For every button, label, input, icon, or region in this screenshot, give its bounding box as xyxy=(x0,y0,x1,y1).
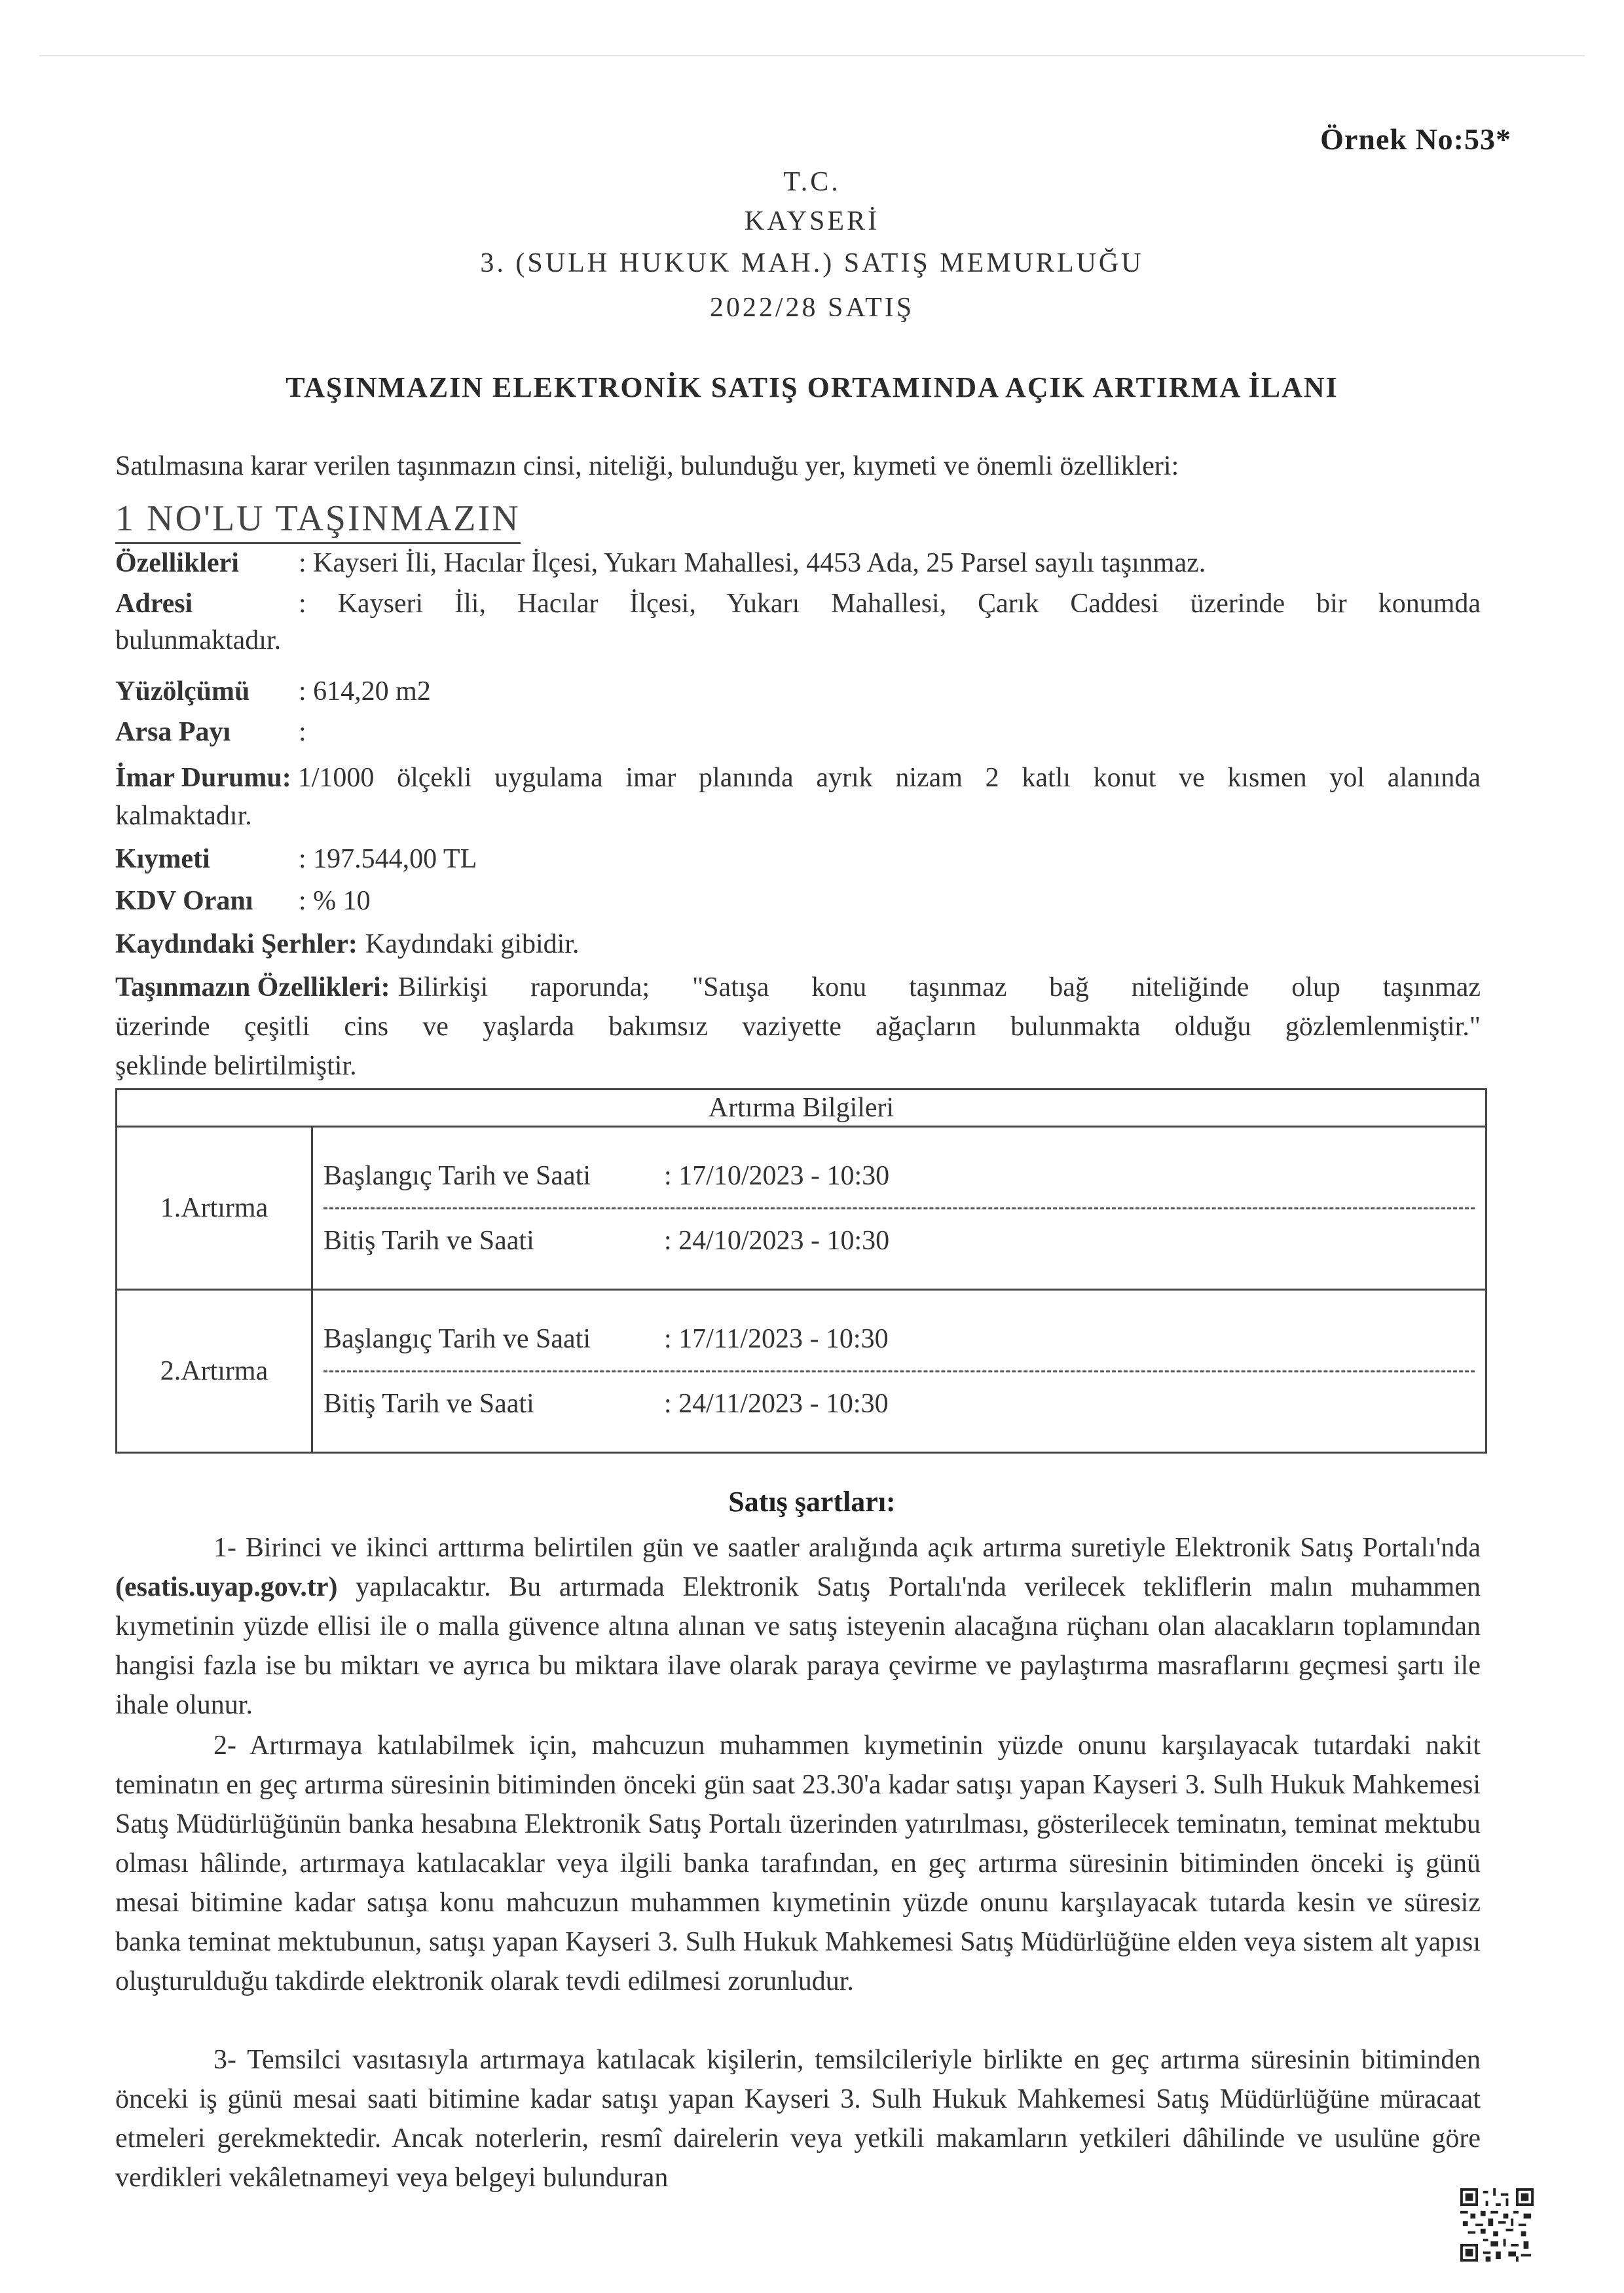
details-label: Taşınmazın Özellikleri: xyxy=(115,972,390,1002)
zoning-label: İmar Durumu: xyxy=(115,763,291,793)
area-value: : 614,20 m2 xyxy=(299,676,431,706)
auction-2-label: 2.Artırma xyxy=(117,1290,312,1453)
auction-1-start-key: Başlangıç Tarih ve Saati xyxy=(323,1160,591,1191)
value-label: Kıymeti xyxy=(115,844,210,874)
auction-2-end-key: Bitiş Tarih ve Saati xyxy=(323,1388,534,1419)
auction-table xyxy=(115,1088,1487,1454)
auction-1-label: 1.Artırma xyxy=(117,1127,312,1290)
address-value: : Kayseri İli, Hacılar İlçesi, Yukarı Mahallesi, Çarık Caddesi üzerinde bir konumda xyxy=(299,589,1481,619)
condition-1-text-start: 1- Birinci ve ikinci arttırma belirtilen gün ve saatler aralığında açık artırma suretiyle Elektronik Satış Portalı'nda xyxy=(213,1533,1481,1563)
condition-3-text: 3- Temsilci vasıtasıyla artırmaya katılacak kişilerin, temsilcileriyle birlikte en geç artırma süresinin bitiminden önceki iş günü mesai saati bitimine kadar satışı yapan Kayseri 3. Sulh Hukuk Mahkemesi Satış Müdürlüğüne müracaat etmeleri gerekmektedir. Ancak noterlerin, resmî dairelerin veya yetkili makamların yetkileri dâhilinde ve usulüne göre verdikleri vekâletnameyi veya belgeyi bulunduran xyxy=(115,2045,1481,2193)
share-value: : xyxy=(299,717,306,747)
auction-2-start-key: Başlangıç Tarih ve Saati xyxy=(323,1323,591,1354)
header-file-no: 2022/28 SATIŞ xyxy=(709,293,915,323)
auction-row-1 xyxy=(117,1127,1486,1290)
vat-row xyxy=(115,881,1481,921)
share-label: Arsa Payı xyxy=(115,717,231,747)
auction-1-dashed-divider xyxy=(323,1207,1475,1209)
document-title: TAŞINMAZIN ELEKTRONİK SATIŞ ORTAMINDA AÇIK ARTIRMA İLANI xyxy=(286,371,1338,403)
header-tc: T.C. xyxy=(783,167,841,197)
condition-paragraph-2 xyxy=(115,1726,1481,2001)
condition-paragraph-3 xyxy=(115,2040,1481,2197)
condition-2-text: 2- Artırmaya katılabilmek için, mahcuzun muhammen kıymetinin yüzde onunu karşılayacak tutardaki nakit teminatın en geç artırma süresinin bitiminden önceki gün saat 23.30'a kadar satışı yapan Kayseri 3. Sulh Hukuk Mahkemesi Satış Müdürlüğünün banka hesabına Elektronik Satış Portalı üzerinden yatırılması, gösterilecek teminatın, teminat mektubu olması hâlinde, artırmaya katılacaklar veya ilgili banka tarafından, en geç artırma süresinin bitiminden önceki iş günü mesai bitimine kadar satışa konu mahcuzun muhammen kıymetinin yüzde onunu karşılayacak tutarda kesin ve süresiz banka teminat mektubunun, satışı yapan Kayseri 3. Sulh Hukuk Mahkemesi Satış Müdürlüğüne elden veya sistem alt yapısı oluşturulduğu takdirde elektronik olarak tevdi edilmesi zorunludur. xyxy=(115,1731,1481,1996)
auction-2-end xyxy=(323,1376,1475,1431)
address-label: Adresi xyxy=(115,589,193,619)
auction-1-details xyxy=(312,1127,1486,1290)
esatis-link[interactable]: (esatis.uyap.gov.tr) xyxy=(115,1572,338,1602)
address-continuation: bulunmaktadır. xyxy=(115,625,282,655)
intro-text: Satılmasına karar verilen taşınmazın cinsi, niteliği, bulunduğu yer, kıymeti ve önemli özellikleri: xyxy=(115,451,1179,481)
annotations-label: Kaydındaki Şerhler: xyxy=(115,929,358,959)
details-line-2: üzerinde çeşitli cins ve yaşlarda bakımsız vaziyette ağaçların bulunmakta olduğu gözlemlenmiştir." xyxy=(115,1012,1481,1042)
features-row xyxy=(115,543,1481,583)
features-value: : Kayseri İli, Hacılar İlçesi, Yukarı Mahallesi, 4453 Ada, 25 Parsel sayılı taşınmaz. xyxy=(299,548,1206,578)
auction-2-dashed-divider xyxy=(323,1370,1475,1372)
auction-2-end-value: : 24/11/2023 - 10:30 xyxy=(664,1388,889,1419)
property-heading xyxy=(115,498,521,544)
details-line-3: şeklinde belirtilmiştir. xyxy=(115,1051,357,1081)
property-heading-text: 1 NO'LU TAŞINMAZIN xyxy=(115,498,521,539)
auction-1-start-value: : 17/10/2023 - 10:30 xyxy=(664,1160,890,1191)
conditions-title: Satış şartları: xyxy=(728,1486,896,1518)
area-label: Yüzölçümü xyxy=(115,676,250,706)
vat-value: : % 10 xyxy=(299,886,371,916)
share-row xyxy=(115,712,1481,752)
area-row xyxy=(115,672,1481,711)
zoning-continuation: kalmaktadır. xyxy=(115,801,252,831)
condition-1-text-end: yapılacaktır. Bu artırmada Elektronik Satış Portalı'nda verilecek tekliflerin malın muhammen kıymetinin yüzde ellisi ile o malla güvence altına alınan ve satış isteyenin alacağına rüçhanı olan alacakların toplamından hangisi fazla ise bu miktarı ve ayrıca bu miktara ilave olarak paraya çevirme ve paylaştırma masraflarını geçmesi şartı ile ihale olunur. xyxy=(115,1572,1481,1720)
details-row xyxy=(115,968,1481,1007)
annotations-value: Kaydındaki gibidir. xyxy=(365,929,580,959)
auction-row-2 xyxy=(117,1290,1486,1453)
auction-2-details xyxy=(312,1290,1486,1453)
zoning-value: 1/1000 ölçekli uygulama imar planında ayrık nizam 2 katlı konut ve kısmen yol alanında xyxy=(297,763,1481,793)
value-row xyxy=(115,839,1481,879)
qr-code xyxy=(1460,2188,1534,2262)
condition-paragraph-1 xyxy=(115,1528,1481,1725)
features-label: Özellikleri xyxy=(115,548,239,578)
auction-1-end-key: Bitiş Tarih ve Saati xyxy=(323,1225,534,1256)
auction-1-end-value: : 24/10/2023 - 10:30 xyxy=(664,1225,890,1256)
auction-1-end xyxy=(323,1213,1475,1268)
zoning-row xyxy=(115,758,1481,798)
header-city: KAYSERİ xyxy=(744,206,880,236)
details-line-1: Bilirkişi raporunda; "Satışa konu taşınmaz bağ niteliğinde olup taşınmaz xyxy=(397,972,1481,1002)
vat-label: KDV Oranı xyxy=(115,886,253,916)
value-value: : 197.544,00 TL xyxy=(299,844,477,874)
auction-1-start xyxy=(323,1148,1475,1203)
auction-2-start-value: : 17/11/2023 - 10:30 xyxy=(664,1323,889,1354)
address-row xyxy=(115,584,1481,623)
annotations-row xyxy=(115,925,1481,964)
auction-2-start xyxy=(323,1312,1475,1367)
scan-edge-line xyxy=(39,55,1585,56)
sample-number: Örnek No:53* xyxy=(1320,122,1511,156)
auction-table-header: Artırma Bilgileri xyxy=(117,1090,1486,1127)
header-office: 3. (SULH HUKUK MAH.) SATIŞ MEMURLUĞU xyxy=(480,248,1144,278)
